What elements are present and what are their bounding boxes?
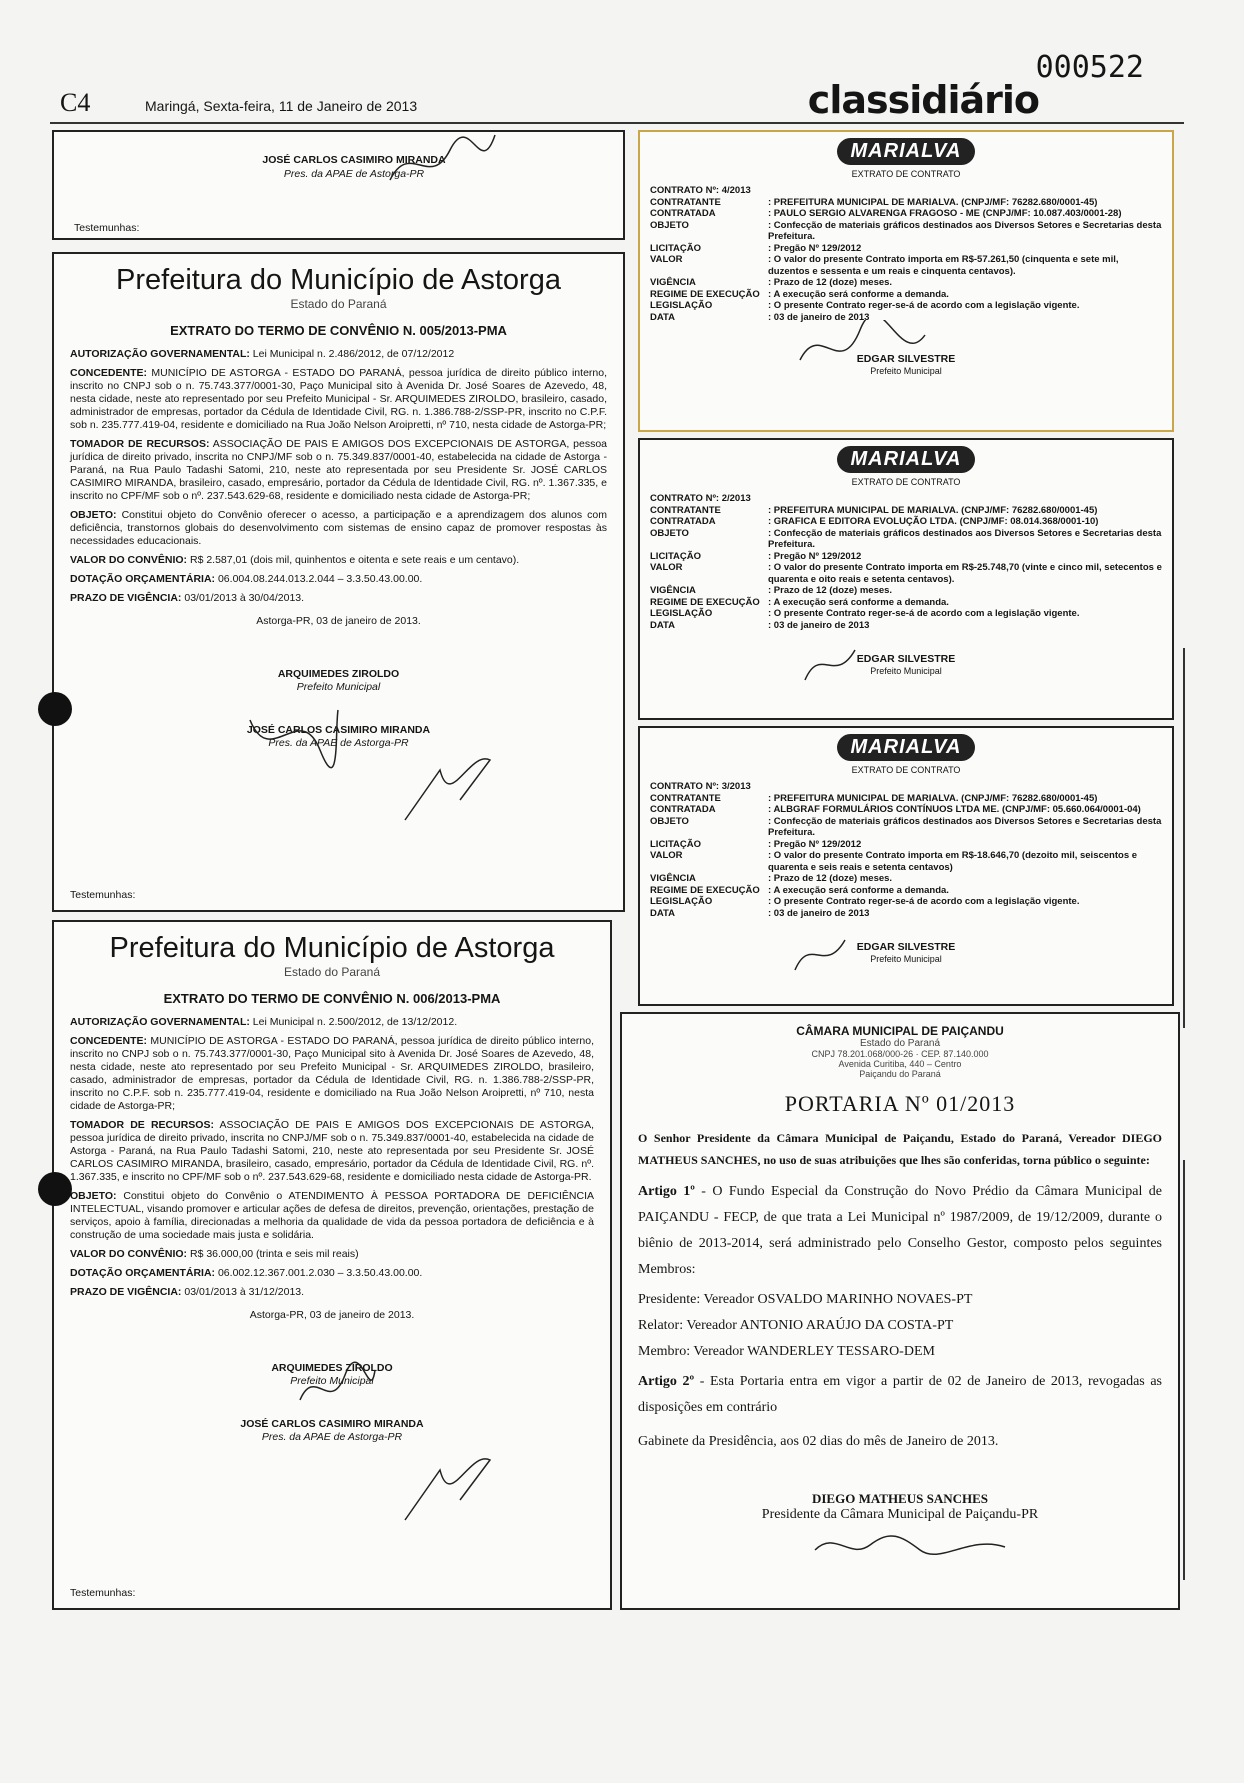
marialva-3-fields: [650, 781, 1162, 919]
marialva-3-title: EXTRATO DE CONTRATO: [851, 765, 961, 775]
value: Lei Municipal n. 2.500/2012, de 13/12/2012.: [252, 1016, 458, 1028]
portaria-relator: Relator: Vereador ANTONIO ARAÚJO DA COSTA-PT: [638, 1318, 954, 1333]
field-key: OBJETO: [650, 527, 689, 539]
marialva-3-sig-role: Prefeito Municipal: [870, 954, 942, 964]
field-value: : A execução será conforme a demanda.: [768, 884, 949, 896]
field-key: CONTRATANTE: [650, 196, 721, 208]
field-value: : ALBGRAF FORMULÁRIOS CONTÍNUOS LTDA ME. (CNPJ/MF: 05.660.064/0001-04): [768, 804, 1141, 815]
field-key: VALOR: [650, 254, 683, 265]
field-value: : PREFEITURA MUNICIPAL DE MARIALVA. (CNPJ/MF: 76282.680/0001-45): [768, 504, 1098, 516]
portaria-endereco: Avenida Curitiba, 440 – Centro: [838, 1059, 962, 1069]
field-key: CONTRATANTE: [650, 504, 721, 516]
field-value: : A execução será conforme a demanda.: [768, 596, 949, 608]
marialva-logo: MARIALVA: [837, 446, 976, 473]
marialva-contract-4: [638, 130, 1174, 432]
label: AUTORIZAÇÃO GOVERNAMENTAL:: [70, 1016, 250, 1028]
convenio-006-prefeitura: Prefeitura do Município de Astorga: [109, 932, 555, 964]
label: PRAZO DE VIGÊNCIA:: [70, 1286, 182, 1298]
field-value: : O presente Contrato reger-se-á de acordo com a legislação vigente.: [768, 896, 1080, 907]
convenio-005-sig2-name: JOSÉ CARLOS CASIMIRO MIRANDA: [246, 724, 431, 736]
convenio-006-sig2-role: Pres. da APAE de Astorga-PR: [261, 1431, 403, 1443]
label: TOMADOR DE RECURSOS:: [70, 438, 210, 450]
convenio-005-sig2-role: Pres. da APAE de Astorga-PR: [268, 737, 409, 749]
marialva-2-fields: [650, 493, 1162, 631]
marialva-1-title: EXTRATO DE CONTRATO: [851, 169, 961, 179]
signature-scribble: [290, 1360, 380, 1420]
field-key: LEGISLAÇÃO: [650, 300, 713, 311]
signature-scribble: [400, 740, 500, 830]
label: AUTORIZAÇÃO GOVERNAMENTAL:: [70, 348, 250, 360]
label: OBJETO:: [70, 1190, 117, 1202]
portaria-sig-role: Presidente da Câmara Municipal de Paiçandu-PR: [761, 1507, 1039, 1522]
field-key: DATA: [650, 619, 675, 631]
field-key: VIGÊNCIA: [650, 873, 696, 884]
value: Constitui objeto do Convênio oferecer o acesso, a participação e a aprendizagem dos alunos com deficiência, transtornos globais do desenvolvimento com sistemas de ensino capaz de promover respostas às necessidades educacionais.: [70, 509, 607, 547]
field-key: LICITAÇÃO: [650, 550, 702, 562]
portaria-site: Paiçandu do Paraná: [859, 1069, 941, 1079]
fragment-sig-role: Pres. da APAE de Astorga-PR: [283, 168, 425, 180]
label: DOTAÇÃO ORÇAMENTÁRIA:: [70, 1267, 216, 1279]
field-key: LICITAÇÃO: [650, 242, 702, 254]
portaria-art1: [638, 1179, 1162, 1283]
field-key: CONTRATADA: [650, 804, 716, 815]
field-key: CONTRATO Nº: 4/2013: [650, 185, 751, 196]
convenio-006-sig1-role: Prefeito Municipal: [290, 1375, 374, 1387]
convenio-006-estado: Estado do Paraná: [283, 965, 381, 979]
field-value: : O presente Contrato reger-se-á de acordo com a legislação vigente.: [768, 608, 1080, 619]
value: 06.004.08.244.013.2.044 – 3.3.50.43.00.00.: [217, 573, 423, 585]
field-key: VALOR: [650, 850, 683, 861]
art2-label: Artigo 2º: [638, 1374, 695, 1389]
art1-label: Artigo 1º: [638, 1184, 695, 1199]
convenio-005-notice: [52, 252, 625, 912]
value: MUNICÍPIO DE ASTORGA - ESTADO DO PARANÁ, pessoa jurídica de direito público interno, inscrito no CNPJ sob o n. 75.743.377/0001-30, Paço Municipal sito à Avenida Dr. José Soares de Azevedo, 48, nesta cidade, neste ato representado por seu Prefeito Municipal - Sr. ARQUIMEDES ZIROLDO, brasileiro, casado, administrador de empresas, portador da Cédula de Identidade Civil, RG. n. 1.386.788-2/SSP-PR, inscrito no C.P.F. sob n. 235.777.419-04, residente e domiciliado na Rua João Nelson Aroipretti, nº 710, nesta cidade de Astorga-PR;: [70, 1035, 594, 1112]
marialva-logo: MARIALVA: [837, 138, 976, 165]
brand-title: classidiário: [807, 78, 1039, 122]
field-value: : 03 de janeiro de 2013: [768, 619, 870, 631]
convenio-006-witnesses: Testemunhas:: [70, 1587, 136, 1599]
marialva-1-sig-name: EDGAR SILVESTRE: [856, 353, 956, 365]
top-left-fragment: [52, 130, 625, 240]
punch-hole: [38, 1172, 72, 1206]
field-value: : Confecção de materiais gráficos destinados aos Diversos Setores e Secretarias desta Prefeitura.: [768, 527, 1162, 550]
marialva-2-sig-role: Prefeito Municipal: [870, 666, 942, 676]
field-value: : Confecção de materiais gráficos destinados aos Diversos Setores e Secretarias desta Prefeitura.: [768, 219, 1162, 242]
convenio-005-estado: Estado do Paraná: [290, 297, 387, 311]
field-key: CONTRATADA: [650, 516, 716, 527]
field-value: : Prazo de 12 (doze) meses.: [768, 585, 893, 596]
value: 03/01/2013 à 31/12/2013.: [184, 1286, 305, 1298]
portaria-gabinete: Gabinete da Presidência, aos 02 dias do mês de Janeiro de 2013.: [638, 1434, 999, 1449]
field-value: : GRAFICA E EDITORA EVOLUÇÃO LTDA. (CNPJ/MF: 08.014.368/0001-10): [768, 516, 1099, 527]
field-key: LEGISLAÇÃO: [650, 608, 713, 619]
label: VALOR DO CONVÊNIO:: [70, 554, 188, 566]
field-value: : Pregão Nº 129/2012: [768, 838, 862, 850]
portaria-presidente: Presidente: Vereador OSVALDO MARINHO NOVAES-PT: [638, 1292, 973, 1307]
value: 06.002.12.367.001.2.030 – 3.3.50.43.00.00.: [217, 1267, 423, 1279]
label: DOTAÇÃO ORÇAMENTÁRIA:: [70, 573, 216, 585]
portaria-notice: [620, 1012, 1180, 1610]
signature-scribble: [240, 700, 340, 770]
field-value: : Confecção de materiais gráficos destinados aos Diversos Setores e Secretarias desta Prefeitura.: [768, 815, 1162, 838]
field-value: : Prazo de 12 (doze) meses.: [768, 277, 893, 288]
value: ASSOCIAÇÃO DE PAIS E AMIGOS DOS EXCEPCIONAIS DE ASTORGA, pessoa jurídica de direito privado, inscrita no CNPJ/MF sob o n. 75.349.837/0001-40, estabelecida na cidade de Astorga - Paraná, na Rua Paulo Tadashi Satomi, 210, neste ato representada por seu Presidente Sr. JOSÉ CARLOS CASIMIRO MIRANDA, brasileiro, casado, empresário, portador da Cédula de Identidade Civil, RG. nº. 1.367.335, e inscrito no CPF/MF sob o nº. 237.543.629-68, residente e domiciliado nesta cidade de Astorga-PR.: [70, 1119, 594, 1183]
field-value: : O valor do presente Contrato importa em R$-25.748,70 (vinte e cinco mil, setecentos e quarenta e oito reais e setenta centavos).: [768, 562, 1162, 585]
field-key: REGIME DE EXECUÇÃO: [650, 596, 760, 608]
field-key: OBJETO: [650, 815, 689, 827]
marialva-3-sig-name: EDGAR SILVESTRE: [856, 941, 956, 953]
field-value: : Pregão Nº 129/2012: [768, 242, 862, 254]
field-key: CONTRATO Nº: 2/2013: [650, 493, 751, 504]
label: VALOR DO CONVÊNIO:: [70, 1248, 188, 1260]
convenio-006-title: EXTRATO DO TERMO DE CONVÊNIO N. 006/2013-PMA: [163, 991, 501, 1006]
field-value: : 03 de janeiro de 2013: [768, 907, 870, 919]
field-key: LEGISLAÇÃO: [650, 896, 713, 907]
field-key: REGIME DE EXECUÇÃO: [650, 884, 760, 896]
fragment-sig-name: JOSÉ CARLOS CASIMIRO MIRANDA: [262, 154, 446, 166]
field-key: VIGÊNCIA: [650, 277, 696, 288]
field-value: : O valor do presente Contrato importa em R$-57.261,50 (cinquenta e sete mil, duzentos e sessenta e um reais e cinquenta centavos).: [768, 254, 1119, 277]
field-key: CONTRATADA: [650, 208, 716, 219]
field-value: [768, 493, 1162, 505]
date-line: Maringá, Sexta-feira, 11 de Janeiro de 2013: [145, 98, 418, 114]
value: R$ 36.000,00 (trinta e seis mil reais): [189, 1248, 359, 1260]
field-value: : 03 de janeiro de 2013: [768, 311, 870, 323]
marialva-2-title: EXTRATO DE CONTRATO: [851, 477, 961, 487]
field-key: CONTRATANTE: [650, 792, 721, 804]
label: TOMADOR DE RECURSOS:: [70, 1119, 214, 1131]
label: PRAZO DE VIGÊNCIA:: [70, 592, 182, 604]
label: CONCEDENTE:: [70, 367, 148, 379]
field-value: [768, 781, 1162, 793]
label: CONCEDENTE:: [70, 1035, 148, 1047]
signature-scribble: [380, 130, 500, 200]
marialva-2-sig-name: EDGAR SILVESTRE: [856, 653, 956, 665]
field-value: [768, 185, 1162, 197]
marialva-contract-3: [638, 726, 1174, 1006]
convenio-005-prefeitura: Prefeitura do Município de Astorga: [116, 264, 561, 296]
value: 03/01/2013 à 30/04/2013.: [184, 592, 305, 604]
field-value: : PAULO SERGIO ALVARENGA FRAGOSO - ME (CNPJ/MF: 10.087.403/0001-28): [768, 208, 1122, 219]
field-key: VIGÊNCIA: [650, 585, 696, 596]
convenio-006-sig2-name: JOSÉ CARLOS CASIMIRO MIRANDA: [240, 1418, 424, 1430]
marialva-1-fields: [650, 185, 1162, 323]
signature-scribble: [800, 640, 860, 690]
signature-scribble: [400, 1440, 500, 1530]
portaria-sig-name: DIEGO MATHEUS SANCHES: [811, 1491, 988, 1506]
label: OBJETO:: [70, 509, 117, 521]
punch-hole: [38, 692, 72, 726]
value: ASSOCIAÇÃO DE PAIS E AMIGOS DOS EXCEPCIONAIS DE ASTORGA, pessoa jurídica de direito privado, inscrita no CNPJ/MF sob o n. 75.349.837/0001-40, estabelecida na cidade de Astorga - Paraná, na Rua Paulo Tadashi Satomi, 210, neste ato representada por seu Presidente Sr. JOSÉ CARLOS CASIMIRO MIRANDA, brasileiro, casado, empresário, portador da Cédula de Identidade Civil, RG. nº. 1.367.335, e inscrito no CPF/MF sob o nº. 237.543.629-68, residente e domiciliado nesta cidade de Astorga-PR;: [70, 438, 608, 502]
field-value: : Pregão Nº 129/2012: [768, 550, 862, 562]
field-key: DATA: [650, 907, 675, 919]
portaria-estado: Estado do Paraná: [859, 1038, 941, 1049]
marialva-1-sig-role: Prefeito Municipal: [870, 366, 942, 376]
portaria-camara: CÂMARA MUNICIPAL DE PAIÇANDU: [796, 1024, 1004, 1038]
field-value: : A execução será conforme a demanda.: [768, 288, 949, 300]
field-key: OBJETO: [650, 219, 689, 231]
stamp-number: 000522: [1035, 50, 1144, 85]
page-label: C4: [60, 88, 91, 117]
convenio-005-sig1-role: Prefeito Municipal: [296, 681, 381, 693]
convenio-006-notice: [52, 920, 612, 1610]
portaria-intro: O Senhor Presidente da Câmara Municipal de Paiçandu, Estado do Paraná, Vereador DIEGO MATHEUS SANCHES, no uso de suas atribuições que lhes são conferidas, torna público o seguinte:: [638, 1131, 1162, 1167]
value: Lei Municipal n. 2.486/2012, de 07/12/2012: [252, 348, 455, 360]
field-key: VALOR: [650, 562, 683, 573]
marialva-contract-2: [638, 438, 1174, 720]
field-key: REGIME DE EXECUÇÃO: [650, 288, 760, 300]
marialva-logo: MARIALVA: [837, 734, 976, 761]
value: Constitui objeto do Convênio o ATENDIMENTO À PESSOA PORTADORA DE DEFICIÊNCIA INTELECTUAL, visando promover e articular ações de defesa de direitos, prevenção, orientações, prestação de serviços, apoio à família, direcionadas a melhoria da qualidade de vida da pessoa portadora de deficiência e à construção de uma sociedade mais justa e solidária.: [70, 1190, 595, 1241]
value: R$ 2.587,01 (dois mil, quinhentos e oitenta e sete reais e um centavo).: [189, 554, 520, 566]
convenio-006-sig1-name: ARQUIMEDES ZIROLDO: [271, 1362, 393, 1374]
convenio-005-local-data: Astorga-PR, 03 de janeiro de 2013.: [256, 615, 421, 627]
value: MUNICÍPIO DE ASTORGA - ESTADO DO PARANÁ, pessoa jurídica de direito público interno, inscrito no CNPJ sob o n. 75.743.377/0001-30, Paço Municipal sito à Avenida Dr. José Soares de Azevedo, 48, nesta cidade, neste ato representado por seu Prefeito Municipal - Sr. ARQUIMEDES ZIROLDO, brasileiro, casado, administrador de empresas, portador da Cédula de Identidade Civil, RG. n. 1.386.788-2/SSP-PR, inscrito no C.P.F. sob n. 235.777.419-04, residente e domiciliado na Rua João Nelson Aroipretti, nº 710, nesta cidade de Astorga-PR;: [70, 367, 607, 431]
fragment-witnesses: Testemunhas:: [74, 222, 140, 234]
field-key: DATA: [650, 311, 675, 323]
convenio-005-sig1-name: ARQUIMEDES ZIROLDO: [277, 668, 400, 680]
convenio-006-local-data: Astorga-PR, 03 de janeiro de 2013.: [249, 1309, 415, 1321]
header-rule: [50, 122, 1184, 124]
field-value: : O valor do presente Contrato importa em R$-18.646,70 (dezoito mil, seiscentos e quarenta e seis reais e setenta centavos): [768, 850, 1138, 873]
field-key: LICITAÇÃO: [650, 838, 702, 850]
art2-text: - Esta Portaria entra em vigor a partir de 02 de Janeiro de 2013, revogadas as disposições em contrário: [638, 1374, 1163, 1415]
field-value: : O presente Contrato reger-se-á de acordo com a legislação vigente.: [768, 300, 1080, 311]
field-value: : PREFEITURA MUNICIPAL DE MARIALVA. (CNPJ/MF: 76282.680/0001-45): [768, 792, 1098, 804]
signature-scribble: [790, 930, 850, 980]
field-value: : PREFEITURA MUNICIPAL DE MARIALVA. (CNPJ/MF: 76282.680/0001-45): [768, 196, 1098, 208]
column-divider: [1183, 1160, 1185, 1580]
portaria-title: PORTARIA Nº 01/2013: [784, 1091, 1016, 1116]
convenio-005-witnesses: Testemunhas:: [70, 889, 136, 901]
portaria-art2: [638, 1369, 1162, 1421]
portaria-cnpj: CNPJ 78.201.068/000-26 · CEP. 87.140.000: [811, 1049, 989, 1059]
convenio-005-title: EXTRATO DO TERMO DE CONVÊNIO N. 005/2013-PMA: [170, 323, 507, 338]
field-key: CONTRATO Nº: 3/2013: [650, 781, 751, 792]
column-divider: [1183, 648, 1185, 1028]
field-value: : Prazo de 12 (doze) meses.: [768, 873, 893, 884]
portaria-membro: Membro: Vereador WANDERLEY TESSARO-DEM: [638, 1344, 935, 1359]
signature-scribble: [790, 320, 930, 380]
art1-text: - O Fundo Especial da Construção do Novo Prédio da Câmara Municipal de PAIÇANDU - FECP, de que trata a Lei Municipal nº 1987/2009, de 19/12/2009, durante o biênio de 2013-2014, será administrado pelo Conselho Gestor, composto pelos seguintes Membros:: [638, 1184, 1163, 1277]
signature-scribble: [810, 1525, 1010, 1565]
